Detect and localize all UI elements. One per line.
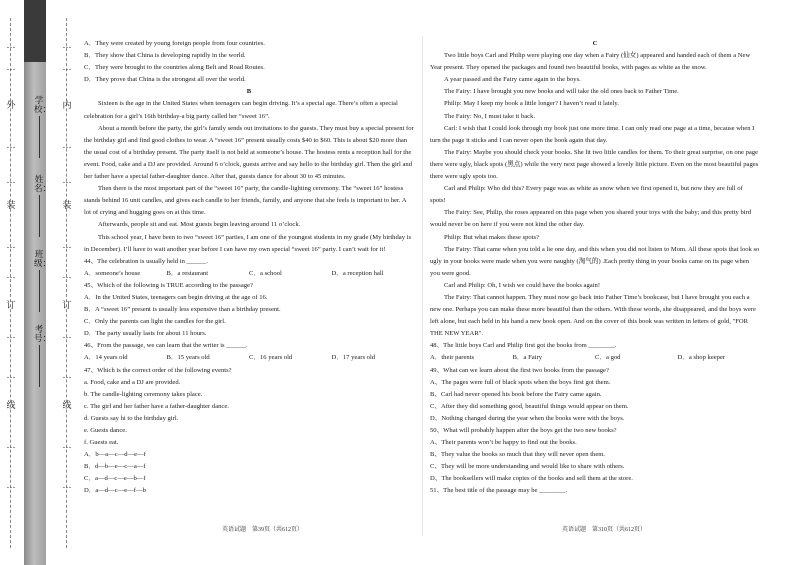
column-divider [422, 36, 423, 536]
question-line: B、They value the books so much that they will never open them. [430, 451, 606, 459]
passage-paragraph: Afterwards, people sit and eat. Most guests begin leaving around 11 o’clock. [98, 221, 301, 229]
passage-paragraph: The Fairy: That came when you told a lie one day, and this when you did not listen to Mom. All these spots that look so ugly in your books were made when you were naughty (淘气的) .Each pretty thing in your books came on its page when you were good. [430, 245, 760, 277]
question-line: A．b—a—c—d—e—f [84, 451, 146, 459]
inner-binding-char: … [62, 62, 72, 72]
passage-paragraph: A year passed and the Fairy came again to the boys. [444, 76, 581, 84]
question-line: e. Guests dance. [84, 427, 127, 434]
question-line: 46、From the passage, we can learn that the writer is ______. [84, 342, 248, 350]
info-field [34, 95, 52, 160]
passage-paragraph: Sixteen is the age in the United States when teenagers can begin driving. It’s a special age. There’s often a special celebration for a girl’s 16th birthday-a big party called her “sweet 16”. [84, 100, 398, 120]
question-line: 47、Which is the correct order of the following events? [84, 366, 232, 374]
question-line: C、After they did something good, beautiful things would appear on them. [430, 402, 629, 410]
inner-cut-line [66, 18, 67, 548]
inner-binding-char: … [62, 330, 72, 340]
inner-binding-char: … [62, 480, 72, 490]
inner-binding-char: 内 [62, 100, 72, 110]
inner-binding-char: 装 [62, 200, 72, 210]
passage-paragraph: Philip: May I keep my book a little longer? I haven’t read it lately. [444, 100, 619, 108]
answer-options-row [430, 352, 760, 364]
answer-option: D．a shop keeper [677, 354, 726, 362]
inner-binding-char: 订 [62, 300, 72, 310]
passage-paragraph: About a month before the party, the girl’s family sends out invitations to the guests. They must buy a special present for the birthday girl and find good clothes to wear. A “sweet 16” present usually costs $40 to $60. This is about $20 more than the usual cost of a birthday present. The party itself is not held at someone’s house. The hostess rents a reception hall for the event. Food, cake and a DJ are provided. Around 6 o’clock, guests arrive and say hello to the birthday girl. Then the girl and her father have a special father-daughter dance. After that, guests dance for about 30 to 45 minutes. [84, 124, 414, 181]
answer-option: A．14 years old [84, 354, 128, 362]
section-heading: C [592, 40, 598, 47]
inner-binding-char: 线 [62, 400, 72, 410]
answer-option: B．a restaurant [166, 269, 209, 277]
info-field-blank [39, 195, 40, 237]
outer-cut-line [10, 18, 11, 548]
question-line: c. The girl and her father have a father-daughter dance. [84, 402, 229, 410]
passage-paragraph: Philip: But what makes these spots? [444, 233, 540, 241]
outer-binding-char: … [6, 140, 16, 150]
answer-option: B．a Fairy [512, 354, 542, 362]
question-line: A、Their parents won’t be happy to find out the books. [430, 439, 577, 447]
info-field [34, 249, 52, 314]
question-line: b. The candle-lighting ceremony takes place. [84, 390, 203, 398]
question-line: B．They show that China is developing rapidly in the world. [84, 52, 246, 60]
question-line: B、Carl had never opened his book before the Fairy came again. [430, 390, 602, 398]
answer-option: A．their parents [430, 354, 475, 362]
question-line: B．d—b—e—c—a—f [84, 463, 146, 471]
answer-option: C．a school [249, 269, 282, 277]
outer-binding-char: … [6, 40, 16, 50]
question-line: C．They were brought to the countries along Belt and Road Routes. [84, 64, 265, 72]
info-field-blank [39, 116, 40, 158]
page-footer-left: 英语试题 第39页（共612页） [222, 527, 304, 533]
answer-options-row [84, 352, 414, 364]
passage-paragraph: Carl and Philip: Oh, I wish we could have the books again! [444, 281, 601, 289]
outer-binding-char: … [6, 270, 16, 280]
info-field-label: 考号： [34, 324, 52, 343]
outer-binding-char: … [6, 440, 16, 450]
question-line: 45、Which of the following is TRUE according to the passage? [84, 281, 253, 289]
inner-binding-char: … [62, 440, 72, 450]
outer-binding-char: 外 [6, 100, 16, 110]
passage-paragraph: Two little boys Carl and Philip were playing one day when a Fairy (仙女) appeared and handed each of them a New Year present. They opened the packages and found two beautiful books, with pages as white as the snow. [430, 52, 751, 72]
passage-paragraph: The Fairy: I have brought you new books and will take the old ones back to Father Time. [444, 88, 679, 96]
question-line: D、The booksellers will make copies of the books and sell them at the store. [430, 475, 633, 483]
passage-paragraph: Then there is the most important part of the “sweet 16” party, the candle-lighting ceremony. The “sweet 16” hostess stands behind 16 unit candles, and gives each candle to her friends, family, and anyone that she feels is important to her. A lot of crying and hugging goes on at this time. [84, 185, 407, 217]
question-line: B．A “sweet 16” present is usually less expensive than a birthday present. [84, 306, 281, 314]
page-footer-right: 英语试题 第310页（共612页） [562, 527, 647, 533]
passage-paragraph: Carl: I wish that I could look through my book just one more time. I can only read one page at a time, because when I turn the page it sticks and I can never open the book again that day. [430, 124, 755, 144]
outer-binding-char: … [6, 62, 16, 72]
question-line: D、Nothing changed during the year when the books were with the boys. [430, 414, 625, 422]
question-line: C、They will be more understanding and would like to share with others. [430, 463, 625, 471]
question-line: D．The party usually lasts for about 11 hours. [84, 330, 207, 338]
question-line: A．They were created by young foreign people from four countries. [84, 40, 265, 47]
question-line: a. Food, cake and a DJ are provided. [84, 378, 181, 386]
question-line: 50、What will probably happen after the boys get the two new books? [430, 427, 617, 434]
inner-binding-char: … [62, 140, 72, 150]
outer-binding-char: … [6, 480, 16, 490]
question-line: 49、What can we learn about the first two books from the passage? [430, 366, 609, 374]
info-field-blank [39, 270, 40, 312]
info-field-label: 学校： [34, 95, 52, 114]
question-line: A．In the United States, teenagers can begin driving at the age of 16. [84, 293, 268, 301]
info-field-label: 班级： [34, 249, 52, 268]
info-field [34, 324, 52, 389]
inner-binding-char: … [62, 175, 72, 185]
info-field [34, 174, 52, 239]
question-line: d. Guests say hi to the birthday girl. [84, 414, 179, 422]
passage-paragraph: This school year, I have been to two “sweet 16” parties, I am one of the youngest students in my grade (My birthday is in December). I’ll have to wait another year before I can have my own special “sweet 16” party. I can’t wait for it! [84, 233, 412, 253]
passage-paragraph: The Fairy: See, Philip, the roses appeared on this page when you shared your toys with the baby; and this pretty bird would never be on here if you were not kind the other day. [430, 209, 752, 229]
outer-binding-char: 线 [6, 400, 16, 410]
passage-paragraph: The Fairy: Maybe you should check your books. She lit two little candles for them. To their great surprise, on one page there were ugly, black spots (黑点) while the very next page showed a lovely little picture. Even on the most beautiful pages there were ugly spots too. [430, 148, 759, 181]
question-line: D．They prove that China is the strongest all over the world. [84, 76, 246, 84]
question-line: C．a—d—c—e—b—f [84, 475, 146, 483]
outer-binding-char: 订 [6, 300, 16, 310]
question-line: A、The pages were full of black spots when the boys first got them. [430, 378, 611, 386]
question-line: 48、The little boys Carl and Philip first got the books from ________. [430, 342, 617, 350]
passage-paragraph: The Fairy: That cannot happen. They must now go back into Father Time’s bookcase, but I have brought you each a new one. Perhaps you can make these more beautiful than the others. With these words, she disappeared, and the boys were left alone, but each held in his hand a new book open. And on the cover of this book was written in letters of gold, "FOR THE NEW YEAR". [430, 293, 756, 338]
answer-option: C．16 years old [249, 354, 293, 362]
outer-binding-char: … [6, 370, 16, 380]
info-field-blank [39, 345, 40, 387]
inner-binding-char: … [62, 40, 72, 50]
outer-binding-char: 装 [6, 200, 16, 210]
answer-option: A．someone’s house [84, 269, 141, 277]
section-heading: B [246, 88, 252, 96]
right-column [430, 38, 760, 498]
answer-options-row [84, 268, 414, 280]
info-field-label: 姓名： [34, 174, 52, 193]
question-line: 44、The celebration is usually held in ______. [84, 257, 208, 265]
inner-binding-char: … [62, 370, 72, 380]
outer-binding-char: … [6, 330, 16, 340]
answer-option: B．15 years old [166, 354, 210, 362]
question-line: f. Guests eat. [84, 439, 119, 447]
passage-paragraph: Carl and Philip: Who did this? Every page was as white as snow when we first opened it, but now they are full of spots! [430, 185, 743, 205]
left-column [84, 38, 414, 498]
answer-option: D．a reception hall [331, 269, 384, 277]
question-line: 51、The best title of the passage may be ________. [430, 487, 568, 495]
answer-option: C．a god [595, 354, 621, 362]
passage-paragraph: The Fairy: No, I must take it back. [444, 112, 536, 120]
inner-binding-char: … [62, 270, 72, 280]
outer-binding-char: … [6, 240, 16, 250]
inner-binding-char: … [62, 240, 72, 250]
question-line: C．Only the parents can light the candles for the girl. [84, 318, 226, 326]
outer-binding-char: … [6, 175, 16, 185]
answer-option: D．17 years old [331, 354, 376, 362]
question-line: D．a—d—c—e—f—b [84, 487, 146, 495]
